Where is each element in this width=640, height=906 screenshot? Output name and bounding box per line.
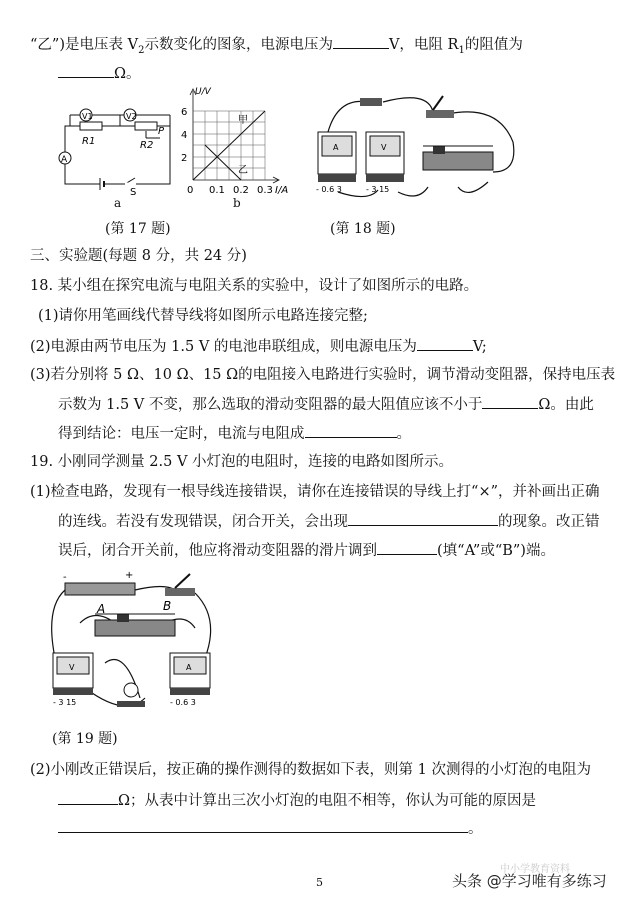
text-line: 。 <box>58 818 483 839</box>
r2-label: R2 <box>140 140 154 151</box>
svg-text:4: 4 <box>181 130 188 141</box>
ammeter-icon <box>318 132 356 182</box>
sub-caption-a: a <box>114 196 122 210</box>
svg-text:乙: 乙 <box>238 165 248 176</box>
fig18-caption: (第 18 题) <box>330 221 396 237</box>
fig17-caption: (第 17 题) <box>105 221 171 237</box>
voltmeter-icon <box>366 132 404 182</box>
voltmeter-icon <box>53 653 93 695</box>
watermark: 头条 @学习唯有多练习 <box>452 872 607 890</box>
text-line: Ω。 <box>58 63 141 84</box>
switch-icon <box>165 574 195 596</box>
ammeter-label: A <box>61 155 68 165</box>
q18-part1: (1)请你用笔画线代替导线将如图所示电路连接完整; <box>38 308 368 324</box>
page-number: 5 <box>316 876 323 889</box>
line-yi <box>205 145 241 180</box>
svg-text:-: - <box>63 572 67 583</box>
text-line: 示数为 1.5 V 不变，那么选取的滑动变阻器的最大阻值应该不小于 Ω。由此 <box>58 394 594 415</box>
svg-text:- 3 15: - 3 15 <box>366 185 390 194</box>
svg-text:V: V <box>69 663 75 672</box>
u-i-graph <box>175 85 290 203</box>
bulb-icon <box>117 683 145 707</box>
battery-icon <box>65 583 135 595</box>
svg-text:0: 0 <box>187 185 194 196</box>
r1-label: R1 <box>82 136 96 147</box>
svg-text:6: 6 <box>181 107 188 118</box>
ammeter-icon <box>170 653 210 695</box>
svg-text:A: A <box>97 602 106 616</box>
text-line: 的连线。若没有发现错误，闭合开关，会出现 的现象。改正错 <box>58 511 600 532</box>
circuit-diagram-a <box>50 98 180 198</box>
answer-blank[interactable] <box>305 423 397 438</box>
rheostat-icon <box>423 146 493 170</box>
answer-blank[interactable] <box>377 540 437 555</box>
answer-blank[interactable] <box>417 336 473 351</box>
v2-label: V2 <box>126 112 137 121</box>
answer-blank[interactable] <box>58 790 118 805</box>
svg-text:A: A <box>186 663 192 672</box>
svg-text:0.1: 0.1 <box>209 185 225 196</box>
svg-text:U/V: U/V <box>195 87 211 97</box>
svg-text:V: V <box>381 143 387 152</box>
svg-text:甲: 甲 <box>238 115 248 126</box>
svg-text:- 0.6 3: - 0.6 3 <box>316 185 342 194</box>
q18-stem: 18. 某小组在探究电流与电阻关系的实验中，设计了如图所示的电路。 <box>30 278 479 294</box>
svg-text:- 0.6 3: - 0.6 3 <box>170 698 196 707</box>
answer-blank[interactable] <box>348 511 498 526</box>
svg-text:0.3: 0.3 <box>257 185 273 196</box>
text-line: “乙”)是电压表 $V_2$示数变化的图象，电源电压为 V，电阻 $R_1$的阻值为 <box>30 34 523 61</box>
q19-part2: (2)小刚改正错误后，按正确的操作测得的数据如下表，则第 1 次测得的小灯泡的电阻为 <box>30 762 591 778</box>
sub-caption-b: b <box>233 196 241 210</box>
text-line: 得到结论：电压一定时，电流与电阻成 。 <box>58 423 411 444</box>
faint-watermark: 中小学教育资料 <box>500 864 570 875</box>
svg-text:2: 2 <box>181 153 188 164</box>
q18-part3: (3)若分别将 5 Ω、10 Ω、15 Ω的电阻接入电路进行实验时，调节滑动变阻器，保持电压表 <box>30 367 616 383</box>
svg-text:0.2: 0.2 <box>233 185 249 196</box>
svg-text:+: + <box>125 570 134 581</box>
svg-text:A: A <box>333 143 339 152</box>
switch-icon <box>426 96 454 118</box>
answer-blank[interactable] <box>482 394 538 409</box>
p-label: P <box>158 126 165 137</box>
switch-label: S <box>130 187 137 198</box>
svg-text:I/A: I/A <box>275 185 289 196</box>
answer-blank[interactable] <box>58 63 114 78</box>
svg-text:B: B <box>163 599 172 613</box>
resistor-icon <box>360 98 382 106</box>
answer-blank[interactable] <box>333 34 389 49</box>
answer-blank[interactable] <box>58 818 468 833</box>
section-heading: 三、实验题(每题 8 分，共 24 分) <box>30 248 247 264</box>
svg-text:- 3 15: - 3 15 <box>53 698 77 707</box>
q19-stem: 19. 小刚同学测量 2.5 V 小灯泡的电阻时，连接的电路如图所示。 <box>30 454 454 470</box>
rheostat-icon <box>95 614 175 636</box>
text-line: Ω；从表中计算出三次小灯泡的电阻不相等，你认为可能的原因是 <box>58 790 536 811</box>
fig19-caption: (第 19 题) <box>52 731 118 747</box>
fig19-circuit <box>45 568 225 718</box>
q18-part2: (2)电源由两节电压为 1.5 V 的电池串联组成，则电源电压为 V; <box>30 336 487 357</box>
v1-label: V1 <box>82 112 93 121</box>
text-line: 误后，闭合开关前，他应将滑动变阻器的滑片调到 (填“A”或“B”)端。 <box>58 540 555 561</box>
q19-part1: (1)检查电路，发现有一根导线连接错误，请你在连接错误的导线上打“×”，并补画出正确 <box>30 484 600 500</box>
fig18-circuit <box>308 92 523 207</box>
